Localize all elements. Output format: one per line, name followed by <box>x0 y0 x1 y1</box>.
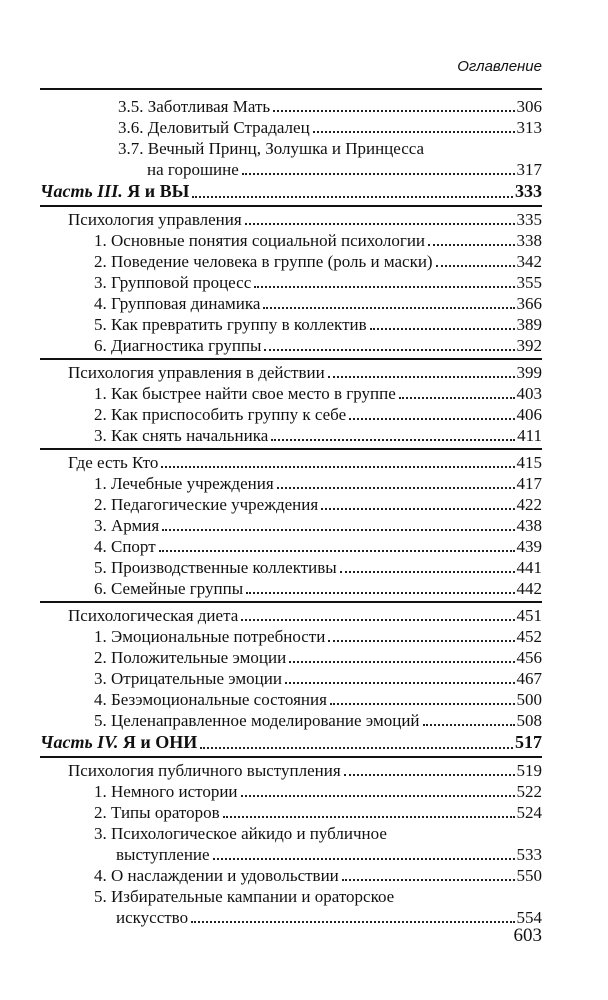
toc-item-title: 3. Отрицательные эмоции <box>94 669 282 688</box>
toc-leader <box>161 466 514 468</box>
toc-item <box>40 230 542 251</box>
toc-item-title: 4. О наслаждении и удовольствии <box>94 866 339 885</box>
toc-part-title: Я и ОНИ <box>122 732 198 752</box>
toc-section-title: Где есть Кто <box>68 453 159 472</box>
section-rule <box>40 756 542 758</box>
toc-item-page: 442 <box>516 579 542 598</box>
toc-section-page: 399 <box>516 363 542 382</box>
toc-item-page: 417 <box>516 474 542 493</box>
toc-item-page: 441 <box>516 558 542 577</box>
toc-entry-3-7 <box>40 138 542 159</box>
toc-item-page: 439 <box>516 537 542 556</box>
toc-item-title: 6. Диагностика группы <box>94 336 262 355</box>
section-rule <box>40 601 542 603</box>
toc-item-page: 422 <box>516 495 542 514</box>
toc-item-page: 508 <box>516 711 542 730</box>
toc-item <box>40 425 542 446</box>
toc-item-title: 2. Положительные эмоции <box>94 648 287 667</box>
toc-leader <box>159 550 515 552</box>
toc-leader <box>321 508 514 510</box>
toc-entry-title: 3.5. Заботливая Мать <box>118 97 271 116</box>
toc-section-page: 415 <box>516 453 542 472</box>
toc-item-page: 467 <box>516 669 542 688</box>
toc-leader <box>330 703 515 705</box>
toc-leader <box>192 196 513 198</box>
toc-item-title-cont: выступление <box>116 845 210 864</box>
toc-leader <box>428 244 514 246</box>
toc-leader <box>399 397 515 399</box>
toc-item-page: 338 <box>516 231 542 250</box>
toc-item-page: 392 <box>516 336 542 355</box>
toc-leader <box>370 328 515 330</box>
toc-item-page: 550 <box>516 866 542 885</box>
toc-item <box>40 536 542 557</box>
toc-item-title-cont: искусство <box>116 908 189 927</box>
toc-item <box>40 668 542 689</box>
toc-item-page: 355 <box>516 273 542 292</box>
running-header: Оглавление <box>457 58 542 75</box>
toc-item-title: 5. Целенаправленное моделирование эмоций <box>94 711 420 730</box>
toc-leader <box>200 747 513 749</box>
toc-item <box>40 272 542 293</box>
toc-part-page: 517 <box>515 732 542 752</box>
toc-section <box>40 760 542 781</box>
toc-leader <box>241 619 514 621</box>
toc-item-page: 438 <box>516 516 542 535</box>
toc-item <box>40 710 542 731</box>
toc-item-page: 554 <box>516 908 542 927</box>
section-rule <box>40 448 542 450</box>
toc-entry-3-5 <box>40 96 542 117</box>
toc-leader <box>264 349 514 351</box>
toc-section <box>40 605 542 626</box>
toc-item-title: 1. Лечебные учреждения <box>94 474 274 493</box>
toc-leader <box>285 682 515 684</box>
toc-item-title: 4. Групповая динамика <box>94 294 261 313</box>
toc-leader <box>254 286 514 288</box>
toc-leader <box>340 571 515 573</box>
toc-item <box>40 335 542 356</box>
toc-leader <box>273 110 514 112</box>
toc-item-title: 4. Безэмоциональные состояния <box>94 690 327 709</box>
toc-item-page: 403 <box>516 384 542 403</box>
toc-leader <box>271 439 515 441</box>
toc-item-title: 1. Немного истории <box>94 782 238 801</box>
toc-item-title: 2. Поведение человека в группе (роль и маски) <box>94 252 433 271</box>
toc-item-cont <box>40 907 542 928</box>
toc-item <box>40 886 542 907</box>
toc-leader <box>328 376 515 378</box>
toc-item-title: 2. Педагогические учреждения <box>94 495 319 514</box>
toc-item-title: 2. Как приспособить группу к себе <box>94 405 347 424</box>
toc-item <box>40 251 542 272</box>
toc-item-page: 406 <box>516 405 542 424</box>
toc-item <box>40 557 542 578</box>
toc-leader <box>241 795 515 797</box>
toc-item-title: 1. Как быстрее найти свое место в группе <box>94 384 396 403</box>
page-number: 603 <box>513 925 542 946</box>
header-rule <box>40 88 542 90</box>
toc-item-title: 1. Эмоциональные потребности <box>94 627 326 646</box>
toc-item-page: 522 <box>516 782 542 801</box>
toc-leader <box>436 265 515 267</box>
toc-leader <box>349 418 514 420</box>
toc-leader <box>245 223 515 225</box>
toc-item-page: 524 <box>516 803 542 822</box>
toc-leader <box>277 487 515 489</box>
toc-leader <box>242 173 515 175</box>
toc-item-title: 3. Психологическое айкидо и публичное <box>94 824 387 843</box>
toc-section-page: 451 <box>516 606 542 625</box>
toc-leader <box>313 131 515 133</box>
toc-part-label: Часть IV. <box>40 732 119 752</box>
toc-leader <box>191 921 514 923</box>
toc-entry-title: 3.7. Вечный Принц, Золушка и Принцесса <box>118 139 425 158</box>
toc-item-page: 456 <box>516 648 542 667</box>
toc-item-cont <box>40 844 542 865</box>
toc-section <box>40 362 542 383</box>
toc-leader <box>213 858 515 860</box>
toc-entry-title: 3.6. Деловитый Страдалец <box>118 118 310 137</box>
toc-entry-page: 313 <box>516 118 542 137</box>
section-rule <box>40 205 542 207</box>
toc-leader <box>223 816 515 818</box>
toc-item-title: 2. Типы ораторов <box>94 803 220 822</box>
toc-item-page: 411 <box>517 426 542 445</box>
toc-leader <box>263 307 514 309</box>
toc-part-4 <box>40 731 542 754</box>
toc-item <box>40 404 542 425</box>
toc-item-title: 3. Как снять начальника <box>94 426 269 445</box>
toc-item <box>40 515 542 536</box>
toc-item <box>40 626 542 647</box>
toc-item-title: 3. Армия <box>94 516 160 535</box>
toc-leader <box>423 724 515 726</box>
toc-entry-page: 317 <box>516 160 542 179</box>
toc-item <box>40 802 542 823</box>
toc-leader <box>328 640 514 642</box>
toc-item-title: 5. Избирательные кампании и ораторское <box>94 887 395 906</box>
toc-item-page: 389 <box>516 315 542 334</box>
toc-item-title: 6. Семейные группы <box>94 579 244 598</box>
toc-item-title: 4. Спорт <box>94 537 156 556</box>
toc-leader <box>162 529 514 531</box>
table-of-contents <box>40 96 542 928</box>
toc-section-title: Психологическая диета <box>68 606 239 625</box>
toc-item <box>40 293 542 314</box>
toc-item <box>40 383 542 404</box>
toc-entry-3-6 <box>40 117 542 138</box>
toc-item-title: 3. Групповой процесс <box>94 273 252 292</box>
toc-item-title: 1. Основные понятия социальной психологии <box>94 231 426 250</box>
toc-section-page: 519 <box>516 761 542 780</box>
section-rule <box>40 358 542 360</box>
toc-leader <box>246 592 514 594</box>
toc-item <box>40 865 542 886</box>
toc-entry-page: 306 <box>516 97 542 116</box>
toc-item <box>40 781 542 802</box>
toc-part-page: 333 <box>515 181 542 201</box>
toc-item-page: 533 <box>516 845 542 864</box>
toc-item-page: 366 <box>516 294 542 313</box>
toc-section <box>40 452 542 473</box>
toc-part-3 <box>40 180 542 203</box>
toc-section-title: Психология управления в действии <box>68 363 325 382</box>
toc-entry-title-cont: на горошине <box>147 160 239 179</box>
toc-part-title: Я и ВЫ <box>127 181 190 201</box>
toc-item <box>40 494 542 515</box>
toc-item <box>40 823 542 844</box>
toc-item <box>40 578 542 599</box>
toc-leader <box>342 879 515 881</box>
toc-item-page: 500 <box>516 690 542 709</box>
toc-item <box>40 647 542 668</box>
toc-item-title: 5. Производственные коллективы <box>94 558 337 577</box>
toc-item-page: 342 <box>516 252 542 271</box>
toc-section-title: Психология управления <box>68 210 242 229</box>
toc-part-label: Часть III. <box>40 181 123 201</box>
toc-item <box>40 473 542 494</box>
toc-section-title: Психология публичного выступления <box>68 761 341 780</box>
toc-item <box>40 689 542 710</box>
toc-item-title: 5. Как превратить группу в коллектив <box>94 315 367 334</box>
toc-item <box>40 314 542 335</box>
toc-section <box>40 209 542 230</box>
toc-leader <box>289 661 514 663</box>
toc-entry-3-7-cont <box>40 159 542 180</box>
toc-item-page: 452 <box>516 627 542 646</box>
toc-leader <box>344 774 515 776</box>
toc-section-page: 335 <box>516 210 542 229</box>
